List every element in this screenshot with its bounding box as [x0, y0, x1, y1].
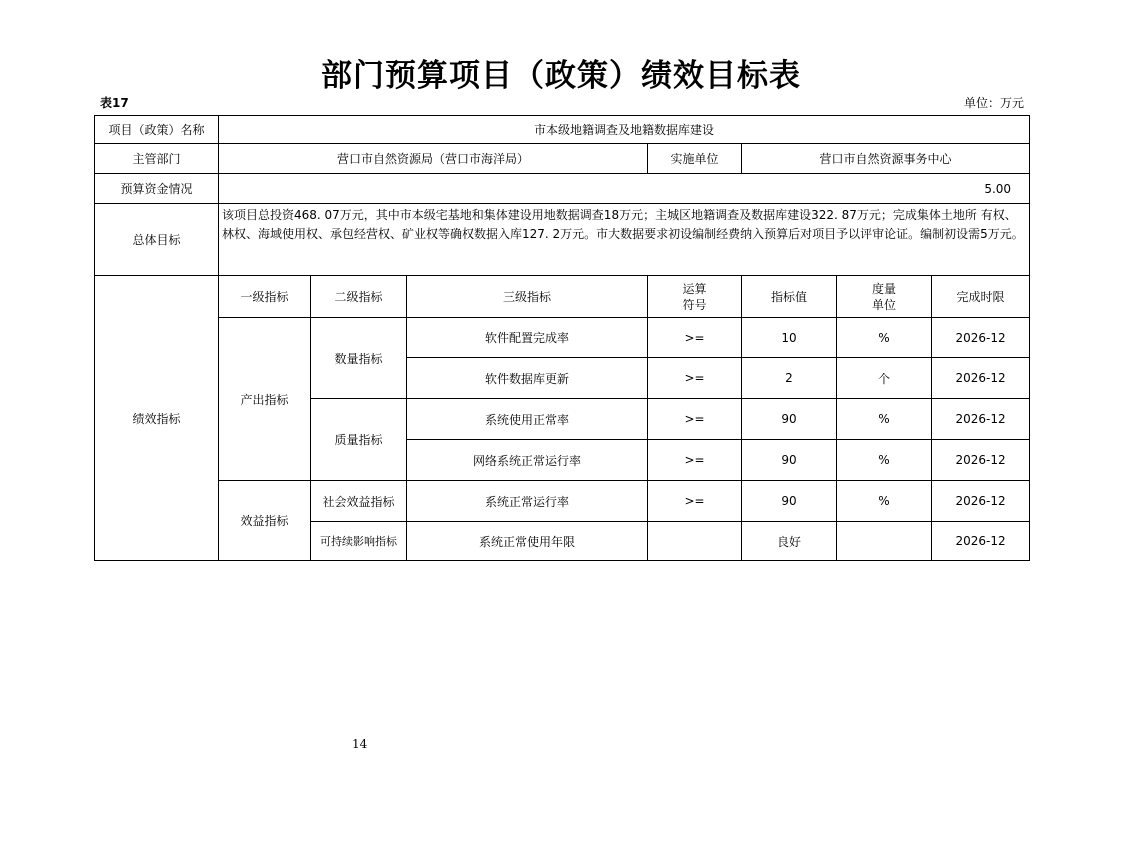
budget-label: 预算资金情况 [95, 174, 219, 204]
unit-label: 单位：万元 [963, 96, 1024, 110]
indicator-op: >= [648, 481, 742, 522]
project-name-value: 市本级地籍调查及地籍数据库建设 [219, 116, 1030, 144]
indicator-unit: 个 [837, 358, 932, 399]
level2-quality: 质量指标 [311, 399, 407, 481]
indicator-value: 90 [742, 440, 837, 481]
indicator-value: 良好 [742, 522, 837, 561]
indicator-op: >= [648, 318, 742, 358]
dept-label: 主管部门 [95, 144, 219, 174]
header-level1: 一级指标 [219, 276, 311, 318]
indicator-value: 2 [742, 358, 837, 399]
impl-unit-label: 实施单位 [648, 144, 742, 174]
indicator-deadline: 2026-12 [932, 399, 1030, 440]
indicator-unit [837, 522, 932, 561]
page-number: 14 [352, 737, 368, 751]
indicator-deadline: 2026-12 [932, 440, 1030, 481]
indicator-unit: % [837, 399, 932, 440]
indicator-deadline: 2026-12 [932, 522, 1030, 561]
header-level2: 二级指标 [311, 276, 407, 318]
project-name-label: 项目（政策）名称 [95, 116, 219, 144]
perf-label: 绩效指标 [95, 276, 219, 561]
level2-sustainable: 可持续影响指标 [311, 522, 407, 561]
header-deadline: 完成时限 [932, 276, 1030, 318]
indicator-name: 网络系统正常运行率 [407, 440, 648, 481]
indicator-unit: % [837, 440, 932, 481]
budget-value: 5.00 [219, 174, 1030, 204]
goal-text: 该项目总投资468. 07万元，其中市本级宅基地和集体建设用地数据调查18万元；主城区地籍调查及数据库建设322. 87万元；完成集体土地所 有权、林权、海域使用权、承包经营权、矿业权等确权数据入库127. 2万元。市大数据要求初设编制经费纳入预算后对项目予以评审论证。编制初设需5万元。 [219, 204, 1030, 276]
performance-table [94, 115, 1030, 561]
indicator-value: 10 [742, 318, 837, 358]
indicator-value: 90 [742, 481, 837, 522]
indicator-op: >= [648, 440, 742, 481]
impl-unit-value: 营口市自然资源事务中心 [742, 144, 1030, 174]
indicator-deadline: 2026-12 [932, 481, 1030, 522]
indicator-name: 系统正常使用年限 [407, 522, 648, 561]
level1-benefit: 效益指标 [219, 481, 311, 561]
page-title: 部门预算项目（政策）绩效目标表 [321, 58, 801, 94]
indicator-unit: % [837, 481, 932, 522]
indicator-name: 系统正常运行率 [407, 481, 648, 522]
indicator-deadline: 2026-12 [932, 358, 1030, 399]
level2-social: 社会效益指标 [311, 481, 407, 522]
goal-label: 总体目标 [95, 204, 219, 276]
indicator-unit: % [837, 318, 932, 358]
indicator-name: 软件配置完成率 [407, 318, 648, 358]
dept-value: 营口市自然资源局（营口市海洋局） [219, 144, 648, 174]
indicator-op: >= [648, 358, 742, 399]
level1-output: 产出指标 [219, 318, 311, 481]
header-operator: 运算 符号 [648, 276, 742, 318]
indicator-op [648, 522, 742, 561]
indicator-deadline: 2026-12 [932, 318, 1030, 358]
header-value: 指标值 [742, 276, 837, 318]
indicator-op: >= [648, 399, 742, 440]
level2-quantity: 数量指标 [311, 318, 407, 399]
header-level3: 三级指标 [407, 276, 648, 318]
header-unit: 度量 单位 [837, 276, 932, 318]
table-number: 表17 [100, 96, 129, 110]
indicator-value: 90 [742, 399, 837, 440]
indicator-name: 软件数据库更新 [407, 358, 648, 399]
indicator-name: 系统使用正常率 [407, 399, 648, 440]
